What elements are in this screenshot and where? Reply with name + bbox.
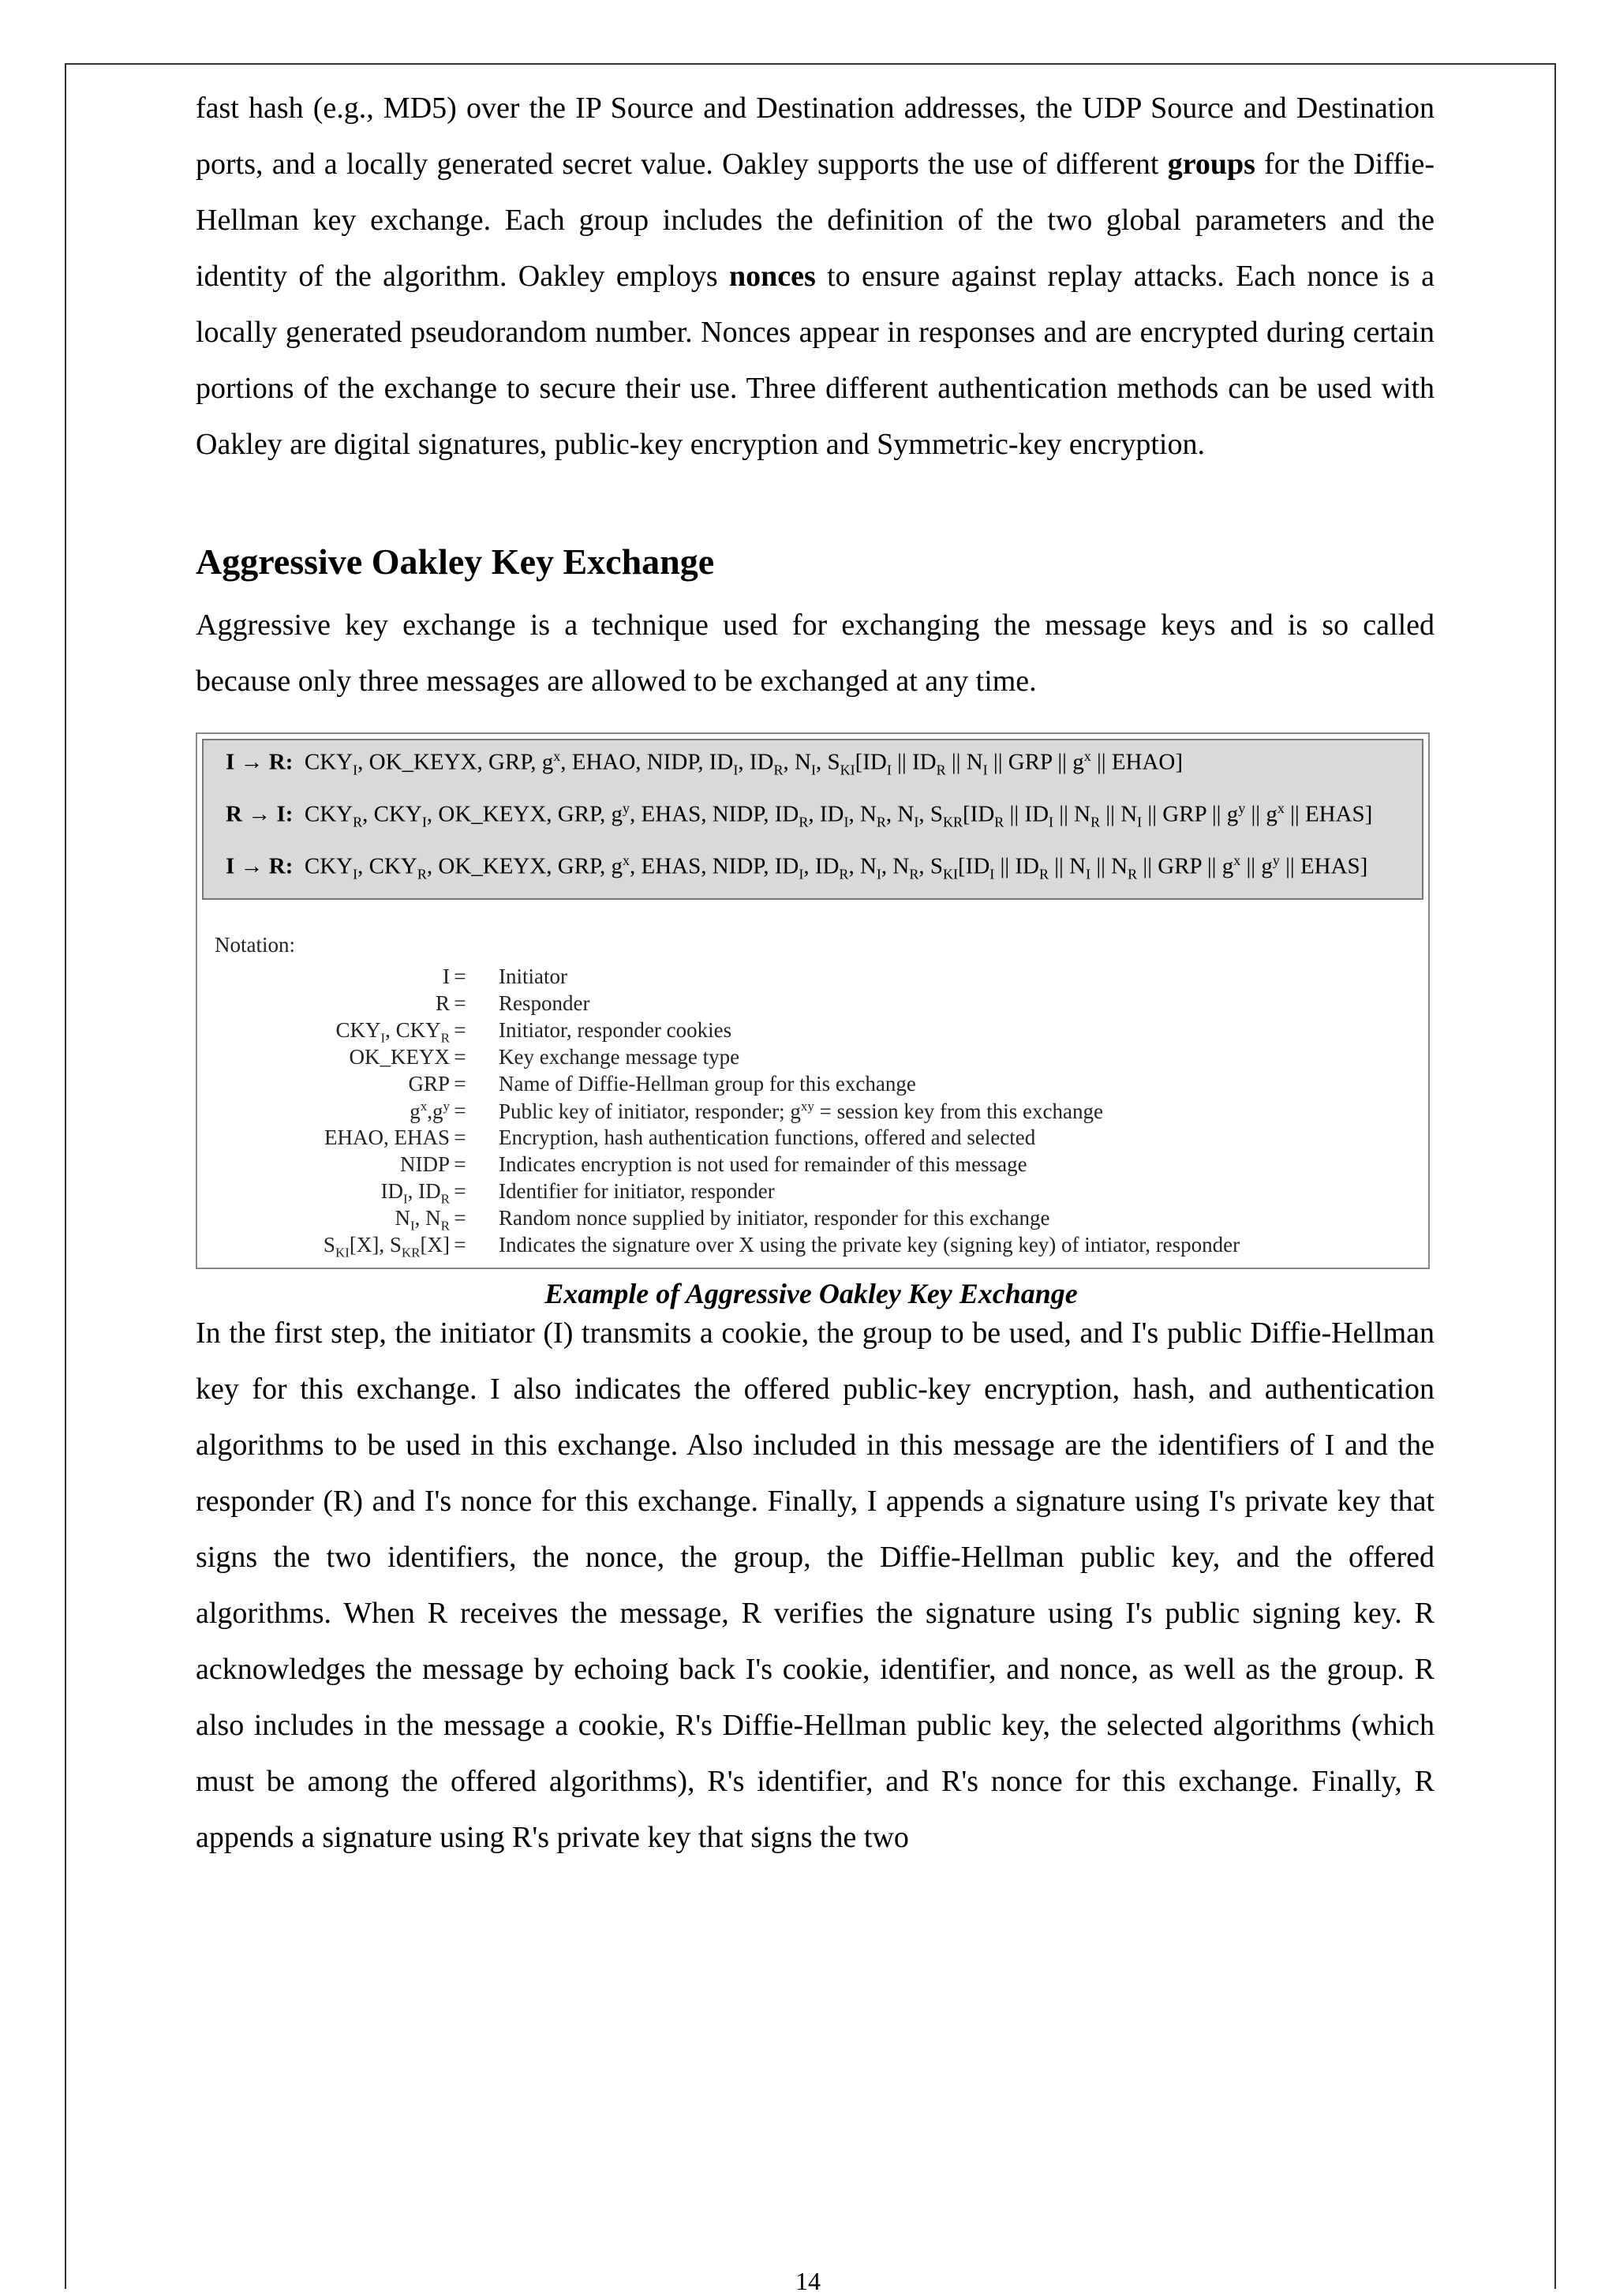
nonces-term: nonces <box>728 260 816 293</box>
message-1-direction: I → R: <box>226 749 294 775</box>
notation-description: Identifier for initiator, responder <box>499 1179 775 1203</box>
equals-sign: = <box>454 1152 466 1176</box>
oakley-exchange-figure <box>196 732 1430 1269</box>
notation-symbol: NIDP <box>399 1152 450 1176</box>
notation-symbol: $S_{KI}[X]$, $S_{KR}[X]$ <box>323 1233 450 1260</box>
section-heading: Aggressive Oakley Key Exchange <box>196 541 715 582</box>
equals-sign: = <box>454 1126 466 1149</box>
notation-description: Name of Diffie-Hellman group for this exchange <box>499 1072 916 1096</box>
equals-sign: = <box>454 964 466 988</box>
notation-description: Indicates the signature over X using the private key (signing key) of intiator, responder <box>499 1233 1240 1257</box>
notation-description: Initiator, responder cookies <box>499 1018 732 1042</box>
page-border-top <box>65 63 1556 65</box>
message-2: R → I: $CKY_R$, $CKY_I$, OK_KEYX, GRP, $g^y$, EHAS, NIDP, $ID_R$, $ID_I$, $N_R$, $N_I$, $S_{KR}[ID_R$ || $ID_I$ || $N_R$ || $N_I$ || GRP || $g^y$ || $g^x$ || EHAS] <box>226 800 1373 830</box>
notation-symbol: GRP <box>408 1072 450 1096</box>
para1-text-3: to ensure against replay attacks. Each nonce is a locally generated pseudorandom number. Nonces appear in responses and are encrypted during certain portions of the exchange to secure their use. Three different authentication methods can be used with Oakley are digital signatures, public-key encryption and Symmetric-key encryption. <box>196 260 1435 461</box>
notation-description: Encryption, hash authentication functions, offered and selected <box>499 1126 1036 1149</box>
page-border-right <box>1554 63 1556 2289</box>
explanation-paragraph: In the first step, the initiator (I) transmits a cookie, the group to be used, and I's public Diffie-Hellman key for this exchange. I also indicates the offered public-key encryption, hash, and authentication algorithms to be used in this exchange. Also included in this message are the identifiers of I and the responder (R) and I's nonce for this exchange. Finally, I appends a signature using I's private key that signs the two identifiers, the nonce, the group, the Diffie-Hellman public key, and the offered algorithms. When R receives the message, R verifies the signature using I's public signing key. R acknowledges the message by echoing back I's cookie, identifier, and nonce, as well as the group. R also includes in the message a cookie, R's Diffie-Hellman public key, the selected algorithms (which must be among the offered algorithms), R's identifier, and R's nonce for this exchange. Finally, R appends a signature using R's private key that signs the two <box>196 1317 1435 1854</box>
groups-term: groups <box>1167 148 1255 181</box>
equals-sign: = <box>454 1072 466 1096</box>
notation-symbol: $ID_I$, $ID_R$ <box>380 1179 450 1207</box>
notation-symbol: OK_KEYX <box>349 1045 450 1069</box>
notation-symbol: EHAO, EHAS <box>324 1126 450 1149</box>
intro-paragraph <box>196 81 1435 473</box>
notation-description: Indicates encryption is not used for remainder of this message <box>499 1152 1027 1176</box>
notation-description: Key exchange message type <box>499 1045 740 1069</box>
equals-sign: = <box>454 1179 466 1203</box>
notation-symbol: I <box>443 964 450 988</box>
page-number: 14 <box>795 2267 821 2295</box>
notation-description: Responder <box>499 991 590 1015</box>
equals-sign: = <box>454 1018 466 1042</box>
message-3: I → R: $CKY_I$, $CKY_R$, OK_KEYX, GRP, $g^x$, EHAS, NIDP, $ID_I$, $ID_R$, $N_I$, $N_R$, $S_{KI}[ID_I$ || $ID_R$ || $N_I$ || $N_R$ || GRP || $g^x$ || $g^y$ || EHAS] <box>226 852 1368 882</box>
message-2-direction: R → I: <box>226 801 294 827</box>
message-3-direction: I → R: <box>226 853 294 879</box>
notation-symbol: $N_I$, $N_R$ <box>395 1206 450 1234</box>
notation-description: Initiator <box>499 964 567 988</box>
notation-symbol: $CKY_I$, $CKY_R$ <box>335 1018 450 1046</box>
equals-sign: = <box>454 1099 466 1122</box>
para1-text-1: fast hash (e.g., MD5) over the IP Source and Destination addresses, the UDP Source and Destination ports, and a locally generated secret value. Oakley supports the use of different <box>196 92 1435 181</box>
equals-sign: = <box>454 1206 466 1230</box>
notation-description: Public key of initiator, responder; $g^{xy}$ = session key from this exchange <box>499 1099 1103 1123</box>
para1-text-2: for the Diffie-Hellman key exchange. Each group includes the definition of the two global parameters and the identity of the algorithm. Oakley employs <box>196 148 1435 293</box>
notation-symbol: $g^x,g^y$ <box>410 1099 450 1123</box>
message-1: I → R: $CKY_I$, OK_KEYX, GRP, $g^x$, EHAO, NIDP, $ID_I$, $ID_R$, $N_I$, $S_{KI}[ID_I$ || $ID_R$ || $N_I$ || GRP || $g^x$ || EHAO] <box>226 748 1184 778</box>
equals-sign: = <box>454 991 466 1015</box>
message-sequence-box <box>202 739 1423 900</box>
notation-title: Notation: <box>215 933 295 957</box>
page-border-left <box>65 63 66 2289</box>
equals-sign: = <box>454 1233 466 1257</box>
figure-caption: Example of Aggressive Oakley Key Exchange <box>544 1278 1078 1309</box>
aggressive-intro-paragraph: Aggressive key exchange is a technique used for exchanging the message keys and is so called because only three messages are allowed to be exchanged at any time. <box>196 609 1435 698</box>
notation-symbol: R <box>435 991 450 1015</box>
equals-sign: = <box>454 1045 466 1069</box>
notation-description: Random nonce supplied by initiator, responder for this exchange <box>499 1206 1050 1230</box>
